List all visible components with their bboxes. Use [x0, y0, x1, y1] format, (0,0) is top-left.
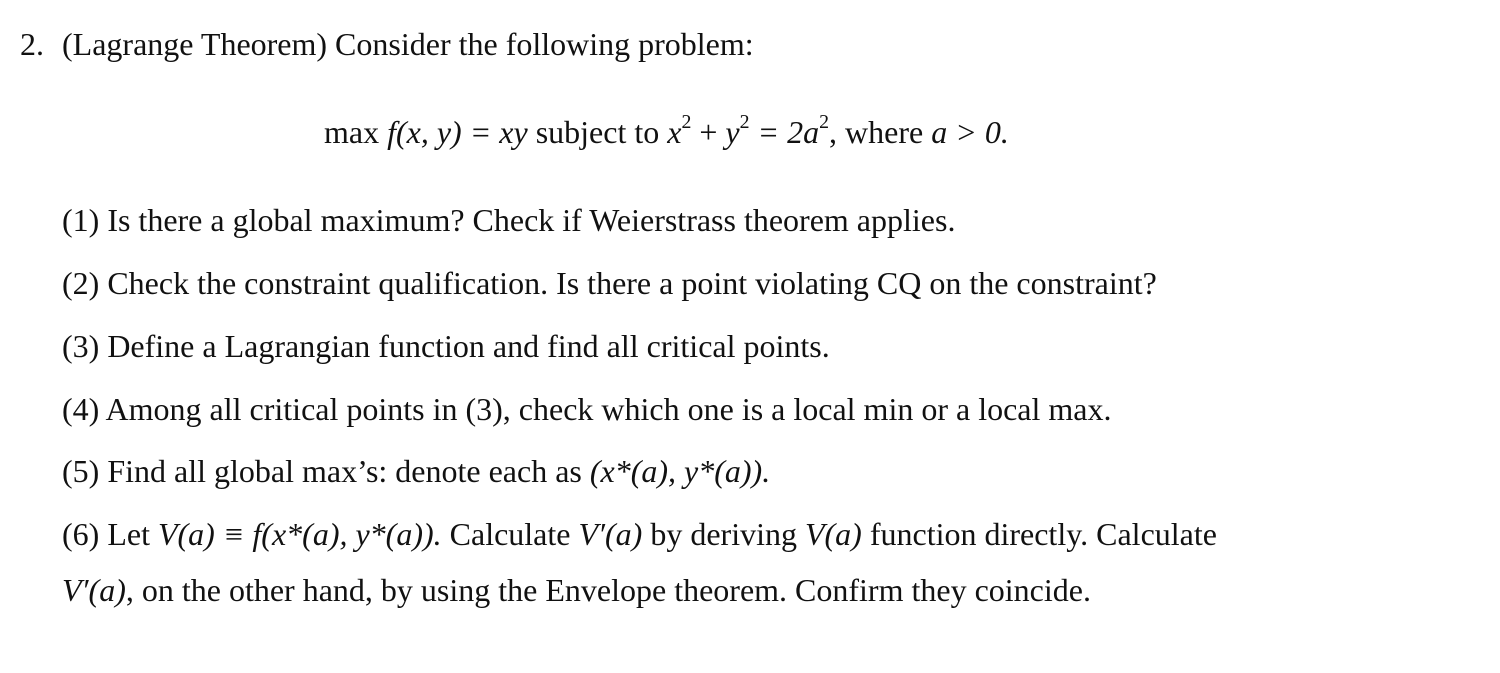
subquestion-5-text: (5) Find all global max’s: denote each as: [62, 453, 582, 489]
formula-x-exponent: 2: [681, 111, 692, 134]
subquestion-6-label: (6) Let: [62, 516, 150, 552]
subquestion-4: (4) Among all critical points in (3), check which one is a local min or a local max.: [62, 391, 1112, 427]
subquestion-6-text-1: Calculate: [449, 516, 571, 552]
subquestion-6-text-4: , on the other hand, by using the Envelope theorem. Confirm they coincide.: [125, 572, 1091, 608]
formula-plus: +: [699, 114, 718, 150]
subquestion-5-math: (x*(a), y*(a)).: [589, 453, 771, 489]
problem-formula: [324, 111, 1009, 150]
subquestion-6-vprime-2: V′(a): [62, 572, 126, 608]
formula-where: , where: [829, 114, 924, 150]
problem-number: 2.: [20, 26, 44, 62]
formula-constraint-x: x: [667, 114, 682, 150]
formula-objective: f(x, y) = xy: [387, 114, 528, 150]
subquestion-1: (1) Is there a global maximum? Check if Weierstrass theorem applies.: [62, 202, 956, 238]
problem-heading-line: [20, 28, 754, 60]
formula-condition: a > 0.: [931, 114, 1009, 150]
subquestion-6-definition: V(a) ≡ f(x*(a), y*(a)).: [157, 516, 442, 552]
subquestion-3: (3) Define a Lagrangian function and find all critical points.: [62, 328, 830, 364]
formula-rhs: = 2a: [757, 114, 820, 150]
subquestion-2: (2) Check the constraint qualification. Is there a point violating CQ on the constraint?: [62, 265, 1157, 301]
subquestion-6-text-2: by deriving: [650, 516, 797, 552]
subquestion-6-vprime: V′(a): [578, 516, 643, 552]
formula-constraint-y: y: [725, 114, 740, 150]
subquestion-6-line-2: [62, 574, 1091, 606]
formula-rhs-exponent: 2: [819, 111, 830, 134]
subquestion-6-va: V(a): [804, 516, 862, 552]
formula-max: max: [324, 114, 380, 150]
problem-heading: (Lagrange Theorem) Consider the following problem:: [62, 26, 754, 62]
formula-y-exponent: 2: [739, 111, 750, 134]
subquestion-6-line-1: [62, 518, 1217, 550]
formula-subject-to: subject to: [535, 114, 660, 150]
subquestion-5: [62, 455, 770, 487]
subquestion-6-text-3: function directly. Calculate: [869, 516, 1217, 552]
